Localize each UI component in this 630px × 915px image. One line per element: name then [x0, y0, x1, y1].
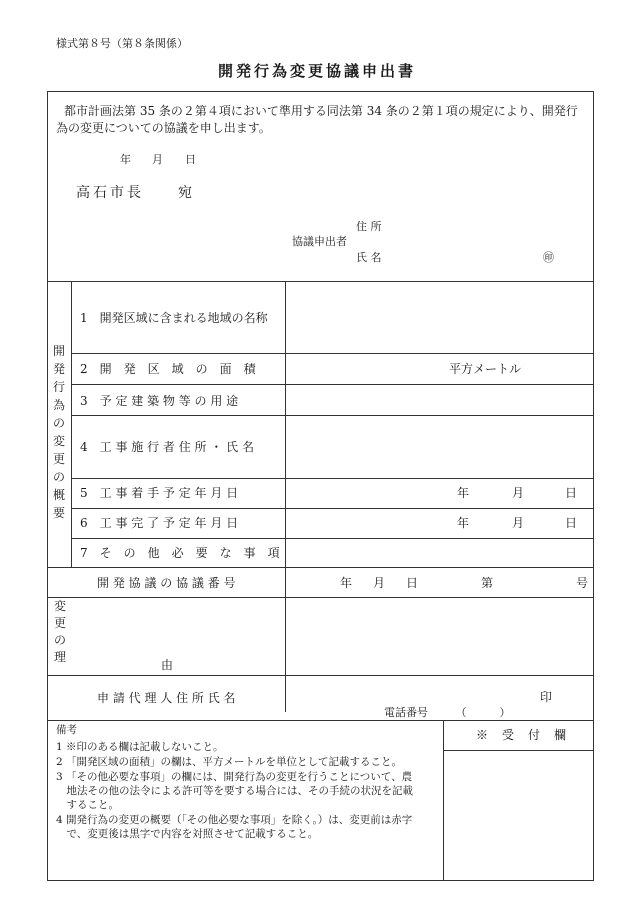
agent-seal: 印 — [540, 690, 553, 704]
addressee: 高石市長 宛 — [76, 185, 195, 201]
remarks-heading: 備考 — [56, 724, 77, 736]
row-divider — [71, 508, 594, 509]
remark-3a: 3 「その他必要な事項」の欄には、開発行為の変更を行うことについて、農 — [56, 771, 413, 783]
row-divider — [47, 597, 594, 598]
start-day: 日 — [565, 486, 578, 500]
summary-label-end-date: 6 工 事 完 了 予 定 年 月 日 — [80, 516, 239, 530]
remark-4a: 4 開発行為の変更の概要（「その他必要な事項」を除く。）は、変更前は赤字 — [56, 814, 413, 826]
row-divider — [71, 538, 594, 539]
remark-2: 2 「開発区域の面積」の欄は、平方メートルを単位として記載すること。 — [56, 756, 403, 768]
divider-summary-top — [47, 281, 594, 282]
reception-divider — [443, 750, 594, 751]
consult-year: 年 — [340, 576, 353, 590]
reception-label: ※ 受 付 欄 — [476, 728, 568, 742]
start-year: 年 — [457, 486, 470, 500]
start-month: 月 — [512, 486, 525, 500]
row-divider — [71, 384, 594, 385]
summary-vertical-label: 開 発 行 為 の 変 更 の 概 要 — [52, 344, 65, 520]
consult-month: 月 — [373, 576, 386, 590]
agent-label: 申 請 代 理 人 住 所 氏 名 — [97, 691, 236, 705]
applicant-role-label: 協議申出者 — [292, 235, 347, 248]
reason-vertical-label: 変 更 の 理 — [53, 599, 66, 664]
row-divider — [47, 567, 594, 568]
consult-dai: 第 — [481, 576, 494, 590]
reason-last-char: 由 — [161, 658, 174, 672]
label-value-divider — [285, 281, 286, 712]
row-divider — [71, 353, 594, 354]
row-divider — [71, 415, 594, 416]
form-number: 様式第８号（第８条関係） — [56, 37, 188, 50]
remarks-reception-divider — [443, 720, 444, 881]
remark-3c: すること。 — [56, 799, 119, 811]
agent-phone: 電話番号 （ ） — [384, 706, 511, 719]
remark-1: 1 ※印のある欄は記載しないこと。 — [56, 741, 224, 753]
consult-go: 号 — [576, 576, 589, 590]
end-year: 年 — [457, 516, 470, 530]
summary-label-building-use: 3 予 定 建 築 物 等 の 用 途 — [80, 394, 239, 408]
consult-day: 日 — [406, 576, 419, 590]
remark-3b: 地法その他の法令による許可等を要する場合には、その手続の状況を記載 — [56, 785, 413, 797]
row-divider — [47, 720, 594, 721]
end-month: 月 — [512, 516, 525, 530]
consult-number-label: 開 発 協 議 の 協 議 番 号 — [97, 576, 236, 590]
summary-label-area-name: 1 開発区域に含まれる地域の名称 — [80, 311, 268, 325]
summary-label-start-date: 5 工 事 着 手 予 定 年 月 日 — [80, 486, 239, 500]
remark-4b: で、変更後は黒字で内容を対照させて記載すること。 — [56, 828, 319, 840]
applicant-address-label: 住 所 — [356, 220, 382, 233]
page-title: 開発行為変更協議申出書 — [218, 62, 417, 80]
end-day: 日 — [565, 516, 578, 530]
date-month: 月 — [152, 153, 163, 166]
intro-line-1: 都市計画法第 35 条の２第４項において準用する同法第 34 条の２第１項の規定により、開発行 — [64, 104, 578, 118]
summary-side-divider — [71, 281, 72, 567]
row-divider — [71, 478, 594, 479]
summary-label-other: 7 そ の 他 必 要 な 事 項 — [80, 546, 280, 560]
seal-mark: ㊞ — [543, 251, 554, 264]
area-unit: 平方メートル — [449, 362, 522, 376]
summary-label-contractor: 4 工 事 施 行 者 住 所 ・ 氏 名 — [80, 440, 254, 454]
applicant-name-label: 氏 名 — [356, 251, 382, 264]
date-year: 年 — [120, 153, 131, 166]
summary-label-area: 2 開 発 区 域 の 面 積 — [80, 362, 256, 376]
intro-line-2: 為の変更についての協議を申し出ます。 — [56, 121, 271, 135]
date-day: 日 — [185, 153, 196, 166]
row-divider — [47, 675, 594, 676]
